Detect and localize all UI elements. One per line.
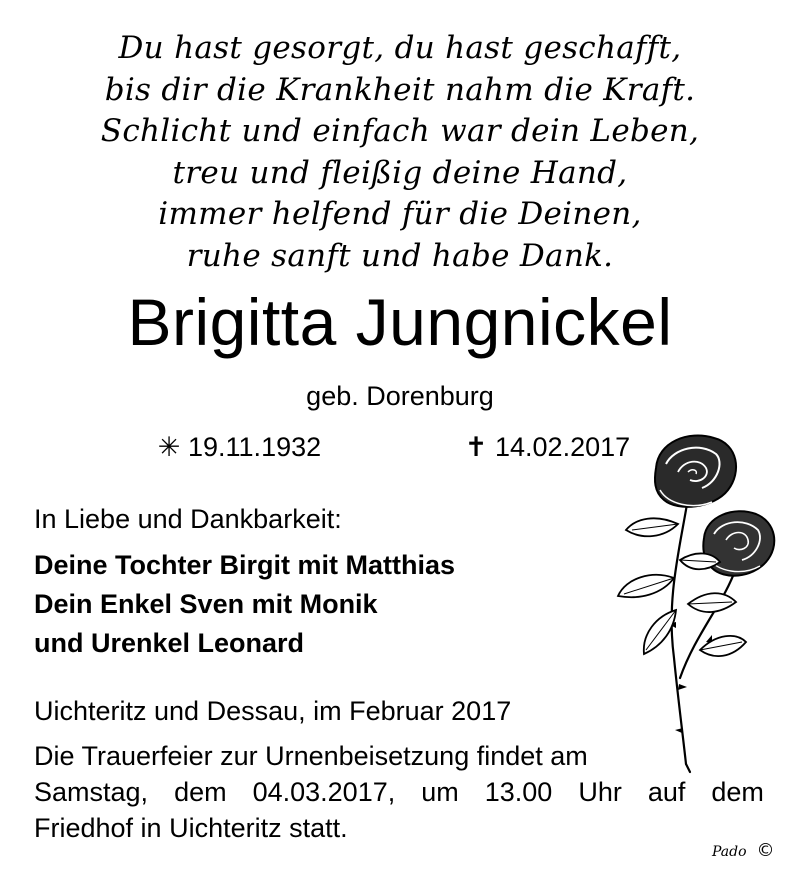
place-and-date: Uichteritz und Dessau, im Februar 2017 xyxy=(34,696,512,726)
birth-star-icon: ✳ xyxy=(157,432,181,462)
ceremony-line: Friedhof in Uichteritz statt. xyxy=(34,813,348,843)
credit-signature: Pado xyxy=(712,844,747,860)
maiden-name: geb. Dorenburg xyxy=(306,381,494,411)
mourner-line: Dein Enkel Sven mit Monik xyxy=(34,589,378,619)
birth-date-line xyxy=(156,430,321,464)
ceremony-word: dem xyxy=(174,777,227,807)
artist-credit xyxy=(712,840,775,861)
ceremony-word: um xyxy=(421,777,459,807)
poem-line: bis dir die Krankheit nahm die Kraft. xyxy=(104,71,696,108)
mourner-line: Deine Tochter Birgit mit Matthias xyxy=(34,550,456,580)
birth-date: 19.11.1932 xyxy=(188,432,322,462)
poem-line: Du hast gesorgt, du hast geschafft, xyxy=(118,30,682,66)
deceased-name: Brigitta Jungnickel xyxy=(127,285,673,359)
ceremony-word: 04.03.2017, xyxy=(252,777,396,807)
poem-line: immer helfend für die Deinen, xyxy=(158,196,642,232)
mourners-list xyxy=(34,546,455,663)
ceremony-word: auf xyxy=(647,777,686,807)
poem-line: treu und fleißig deine Hand, xyxy=(172,154,628,191)
mourners-intro: In Liebe und Dankbarkeit: xyxy=(34,504,342,534)
ceremony-word: 13.00 xyxy=(484,777,553,807)
ceremony-line-justified xyxy=(34,774,764,810)
death-date: 14.02.2017 xyxy=(495,432,631,462)
ceremony-word: Samstag, xyxy=(34,777,149,807)
copyright-icon: © xyxy=(756,840,775,861)
memorial-poem xyxy=(0,28,800,277)
ceremony-word: Uhr xyxy=(578,777,622,807)
mourner-line: und Urenkel Leonard xyxy=(34,628,305,658)
roses-illustration-icon xyxy=(596,428,786,778)
poem-line: ruhe sanft und habe Dank. xyxy=(186,237,614,274)
cross-icon: ✝ xyxy=(464,432,488,462)
poem-line: Schlicht und einfach war dein Leben, xyxy=(100,113,700,149)
ceremony-word: dem xyxy=(711,777,764,807)
ceremony-line: Die Trauerfeier zur Urnenbeisetzung findet am xyxy=(34,741,588,771)
